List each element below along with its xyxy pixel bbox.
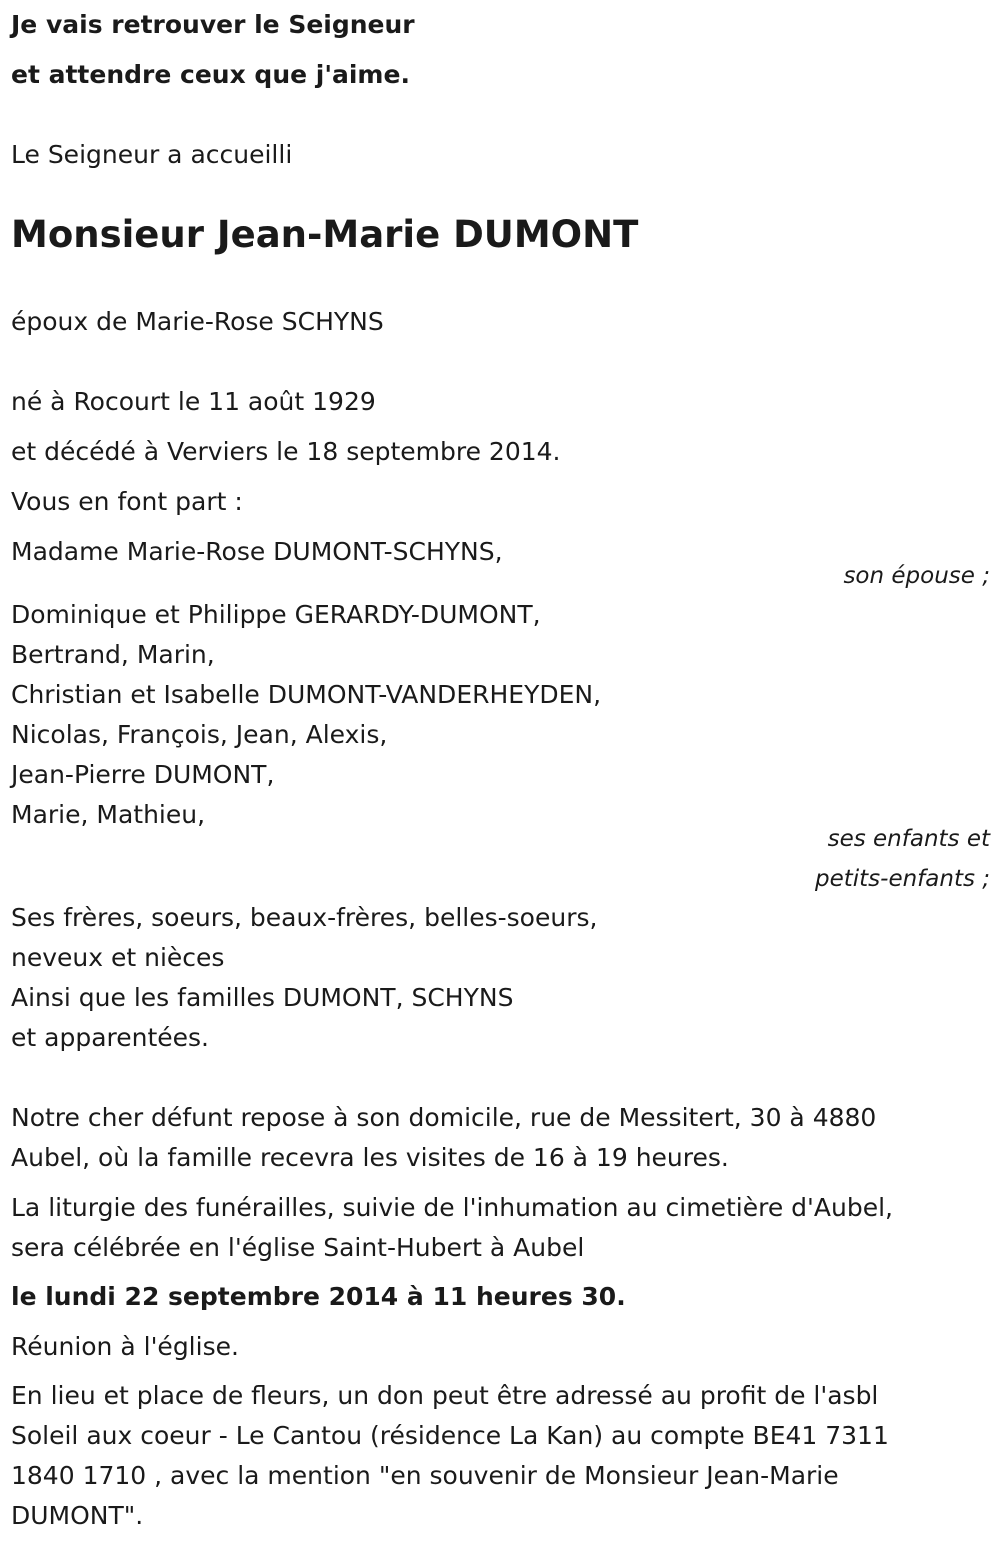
- wife-relation: son épouse ;: [843, 563, 990, 589]
- child-line: Nicolas, François, Jean, Alexis,: [11, 720, 388, 749]
- meeting-text: Réunion à l'église.: [11, 1332, 239, 1361]
- child-line: Jean-Pierre DUMONT,: [11, 760, 275, 789]
- rest-info-line: Notre cher défunt repose à son domicile, rue de Messitert, 30 à 4880: [11, 1103, 877, 1132]
- child-line: Christian et Isabelle DUMONT-VANDERHEYDEN,: [11, 680, 602, 709]
- donation-line: DUMONT".: [11, 1501, 144, 1530]
- donation-line: En lieu et place de fleurs, un don peut être adressé au profit de l'asbl: [11, 1381, 879, 1410]
- wife-name: Madame Marie-Rose DUMONT-SCHYNS,: [11, 537, 503, 566]
- birth-line: né à Rocourt le 11 août 1929: [11, 387, 376, 416]
- child-line: Dominique et Philippe GERARDY-DUMONT,: [11, 600, 541, 629]
- spouse-line: époux de Marie-Rose SCHYNS: [11, 307, 384, 336]
- announce-text: Vous en font part :: [11, 487, 243, 516]
- relatives-line: neveux et nièces: [11, 943, 225, 972]
- liturgy-line: sera célébrée en l'église Saint-Hubert à Aubel: [11, 1233, 585, 1262]
- children-relation: ses enfants et: [827, 826, 990, 852]
- death-line: et décédé à Verviers le 18 septembre 2014.: [11, 437, 561, 466]
- ceremony-date: le lundi 22 septembre 2014 à 11 heures 30.: [11, 1282, 626, 1311]
- rest-info-line: Aubel, où la famille recevra les visites de 16 à 19 heures.: [11, 1143, 729, 1172]
- intro-text: Le Seigneur a accueilli: [11, 140, 293, 169]
- children-relation: petits-enfants ;: [814, 866, 990, 892]
- epigraph-line: et attendre ceux que j'aime.: [11, 60, 410, 89]
- deceased-name: Monsieur Jean-Marie DUMONT: [11, 213, 639, 256]
- relatives-line: et apparentées.: [11, 1023, 209, 1052]
- donation-line: Soleil aux coeur - Le Cantou (résidence La Kan) au compte BE41 7311: [11, 1421, 889, 1450]
- relatives-line: Ainsi que les familles DUMONT, SCHYNS: [11, 983, 514, 1012]
- donation-line: 1840 1710 , avec la mention "en souvenir de Monsieur Jean-Marie: [11, 1461, 839, 1490]
- child-line: Bertrand, Marin,: [11, 640, 215, 669]
- liturgy-line: La liturgie des funérailles, suivie de l'inhumation au cimetière d'Aubel,: [11, 1193, 893, 1222]
- child-line: Marie, Mathieu,: [11, 800, 206, 829]
- epigraph-line: Je vais retrouver le Seigneur: [11, 10, 415, 39]
- relatives-line: Ses frères, soeurs, beaux-frères, belles-soeurs,: [11, 903, 598, 932]
